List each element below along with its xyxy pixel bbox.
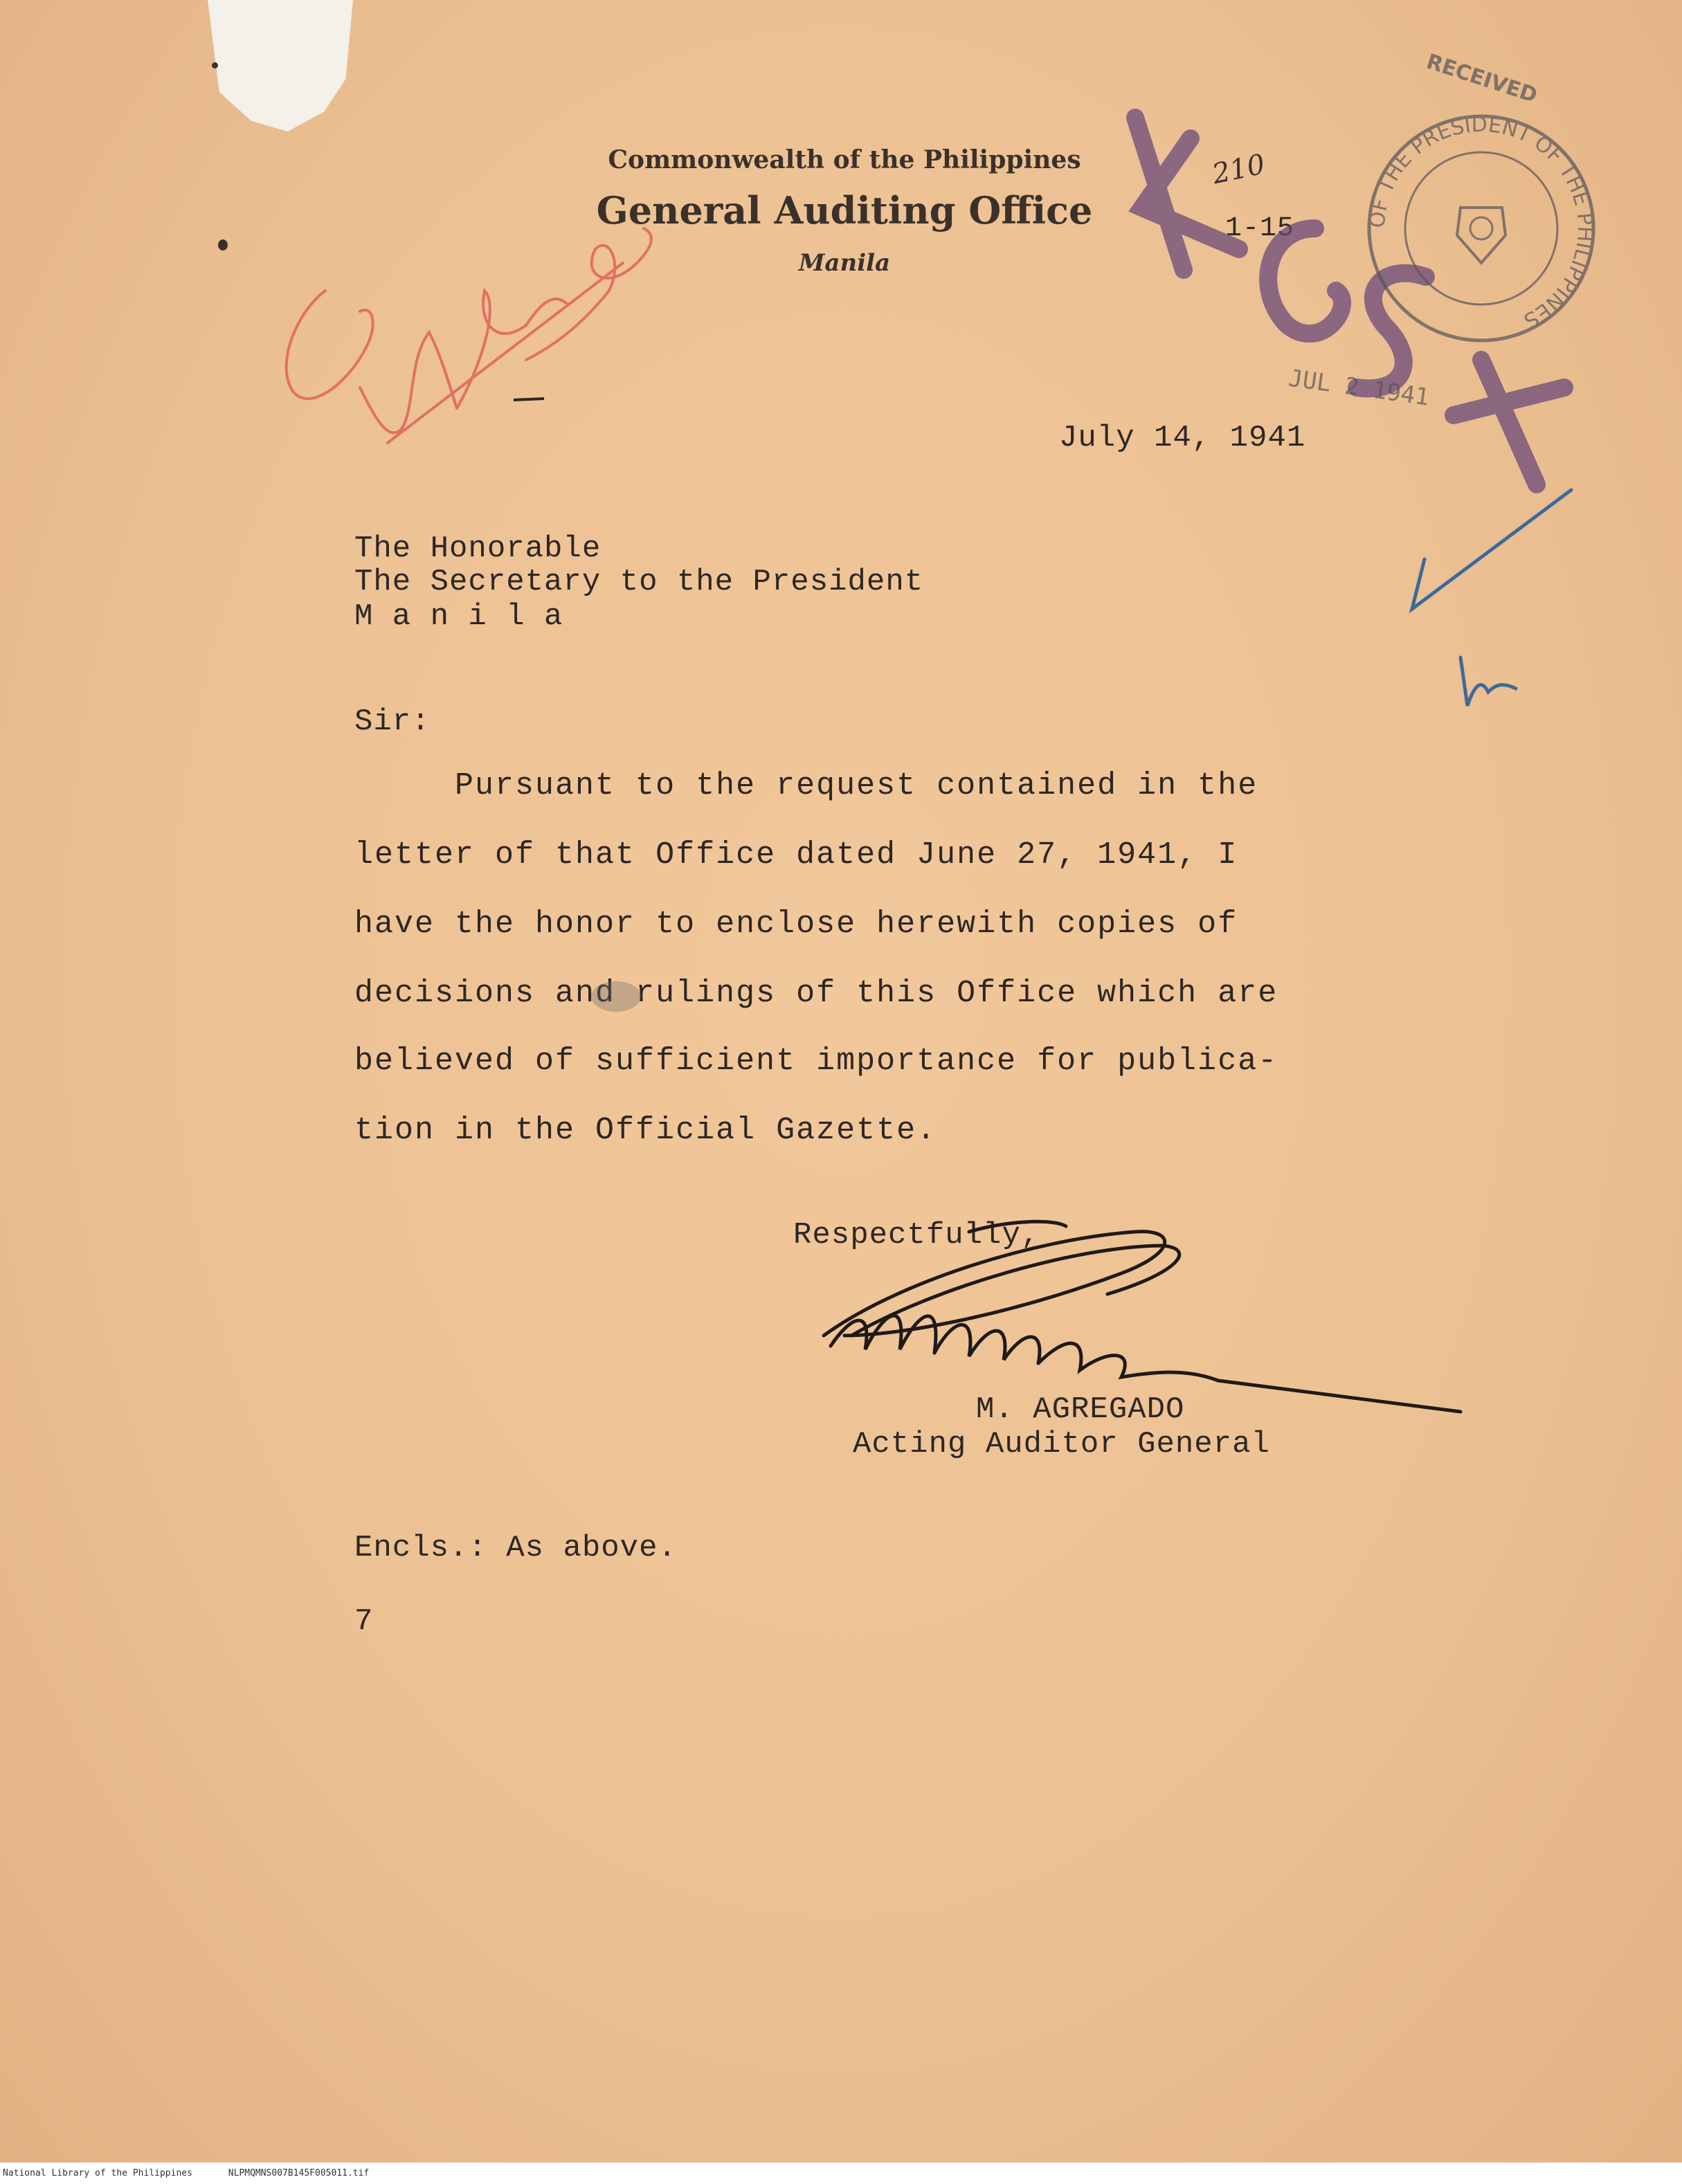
- letterhead-city: Manila: [798, 249, 891, 277]
- body-line: believed of sufficient importance for publica-: [354, 1044, 1278, 1079]
- svg-text:OF THE PRESIDENT OF THE PHILIP: OF THE PRESIDENT OF THE PHILIPPINES: [1365, 112, 1598, 333]
- blue-check-mark: [1412, 490, 1571, 706]
- footer-source: National Library of the Philippines: [3, 2168, 192, 2178]
- scan-footer: [0, 2163, 1682, 2184]
- received-stamp: [1287, 49, 1597, 411]
- body-line: letter of that Office dated June 27, 1941, I: [354, 837, 1238, 873]
- dash-mark: [514, 399, 544, 400]
- svg-text:RECEIVED: RECEIVED: [1423, 49, 1540, 109]
- ink-signature: [824, 1221, 1461, 1412]
- ink-smudge: [591, 981, 641, 1012]
- addressee-line-1: The Honorable: [354, 531, 602, 566]
- seal-emblem: [1457, 208, 1505, 263]
- closing: Respectfully,: [793, 1218, 1040, 1253]
- letterhead-commonwealth: Commonwealth of the Philippines: [608, 145, 1081, 174]
- handwritten-number: 210: [1209, 148, 1268, 191]
- footer-file: NLPMQMNS007B145F005011.tif: [228, 2168, 370, 2178]
- letter-date: July 14, 1941: [1059, 421, 1306, 455]
- letterhead-office: General Auditing Office: [596, 188, 1093, 233]
- body-line: have the honor to enclose herewith copies of: [354, 907, 1238, 942]
- page-mark: 7: [354, 1604, 374, 1639]
- svg-text:JUL 2 1941: JUL 2 1941: [1286, 364, 1431, 412]
- body-line: decisions and rulings of this Office which are: [354, 976, 1278, 1011]
- enclosure-note: Encls.: As above.: [354, 1531, 677, 1565]
- signer-title: Acting Auditor General: [853, 1427, 1270, 1462]
- signer-name: M. AGREGADO: [976, 1392, 1185, 1427]
- purple-initials-stamp: [1135, 118, 1564, 484]
- body-line: Pursuant to the request contained in the: [354, 768, 1258, 803]
- body-line: tion in the Official Gazette.: [354, 1113, 937, 1148]
- addressee-line-3: M a n i l a: [354, 599, 563, 634]
- red-pencil-signature: [287, 228, 651, 443]
- salutation: Sir:: [354, 704, 431, 739]
- addressee-line-2: The Secretary to the President: [354, 565, 924, 599]
- file-mark: 1-15: [1225, 213, 1295, 244]
